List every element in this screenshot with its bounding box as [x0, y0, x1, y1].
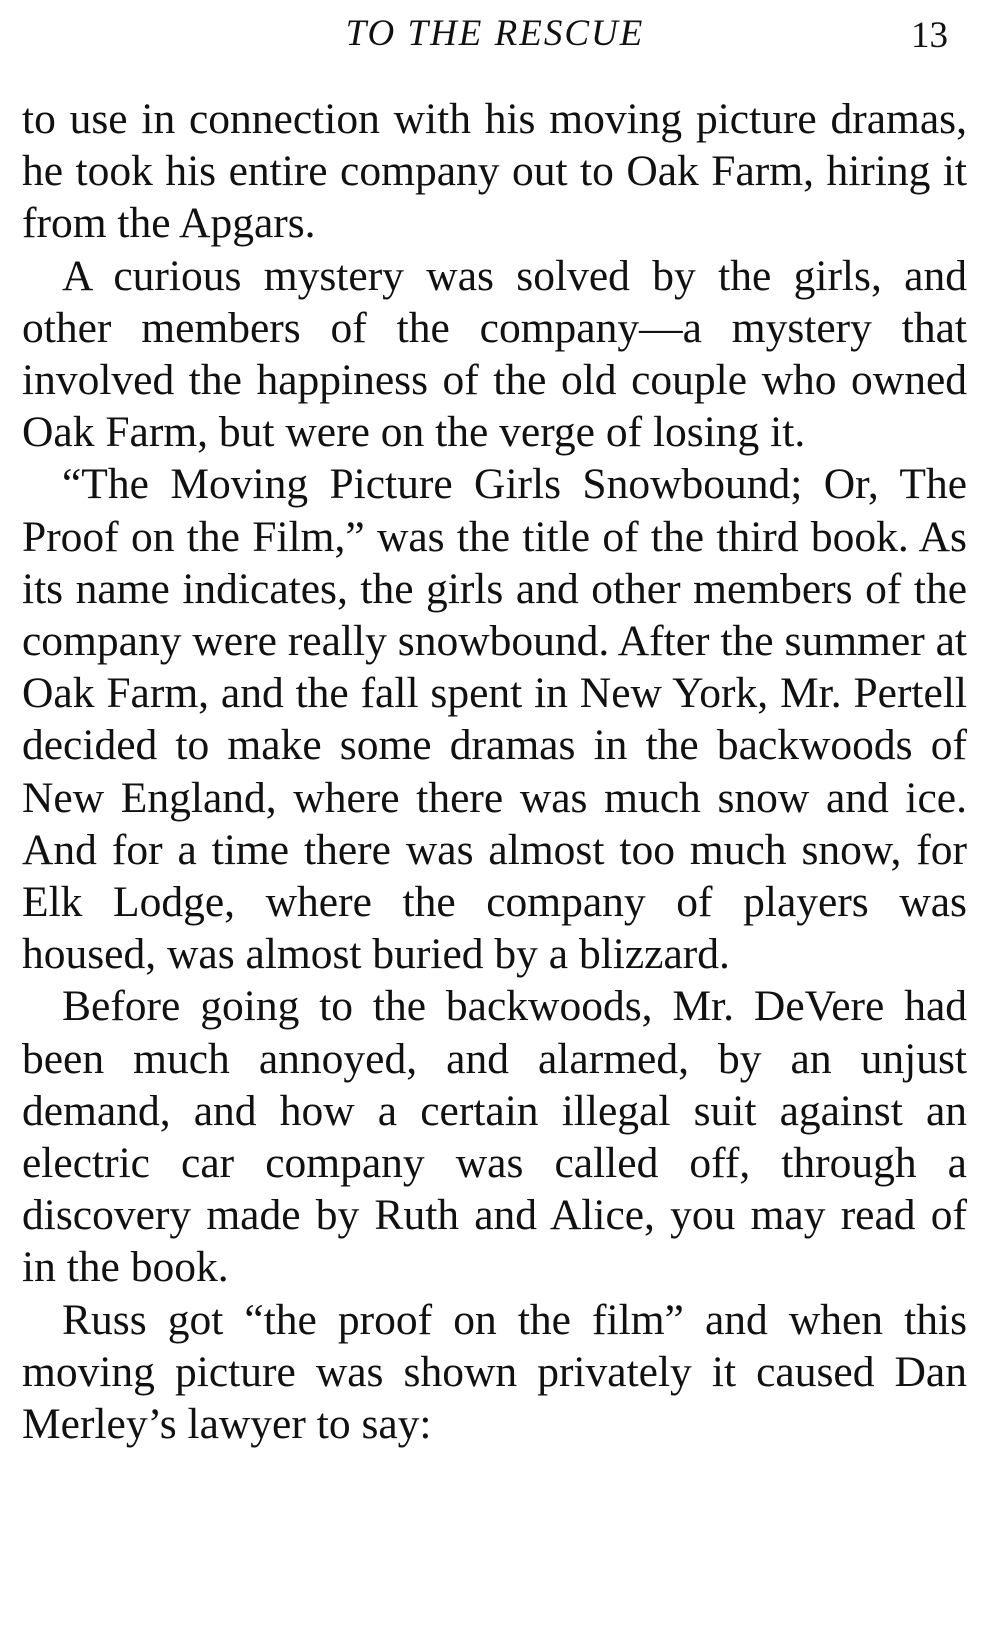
body-text [22, 93, 967, 1450]
paragraph: Before going to the backwoods, Mr. DeVere had been much annoyed, and alarmed, by an unjust demand, and how a certain illegal suit against an electric car company was called off, through a discovery made by Ruth and Alice, you may read of in the book. [22, 982, 967, 1292]
running-head: TO THE RESCUE [345, 13, 645, 54]
paragraph: to use in connection with his moving picture dramas, he took his entire company out to Oak Farm, hiring it from the Apgars. [22, 95, 967, 248]
paragraph: Russ got “the proof on the film” and when this moving picture was shown privately it caused Dan Merley’s lawyer to say: [22, 1295, 967, 1449]
page-number: 13 [911, 15, 948, 56]
paragraph: “The Moving Picture Girls Snowbound; Or, The Proof on the Film,” was the title of the third book. As its name indicates, the girls and other members of the company were really snowbound. After the summer at Oak Farm, and the fall spent in New York, Mr. Pertell decided to make some dramas in the backwoods of New England, where there was much snow and ice. And for a time there was almost too much snow, for Elk Lodge, where the company of players was housed, was almost buried by a blizzard. [22, 460, 967, 979]
page-header [0, 12, 990, 62]
paragraph: A curious mystery was solved by the girls, and other members of the company—a mystery that involved the happiness of the old couple who owned Oak Farm, but were on the verge of losing it. [22, 251, 967, 457]
